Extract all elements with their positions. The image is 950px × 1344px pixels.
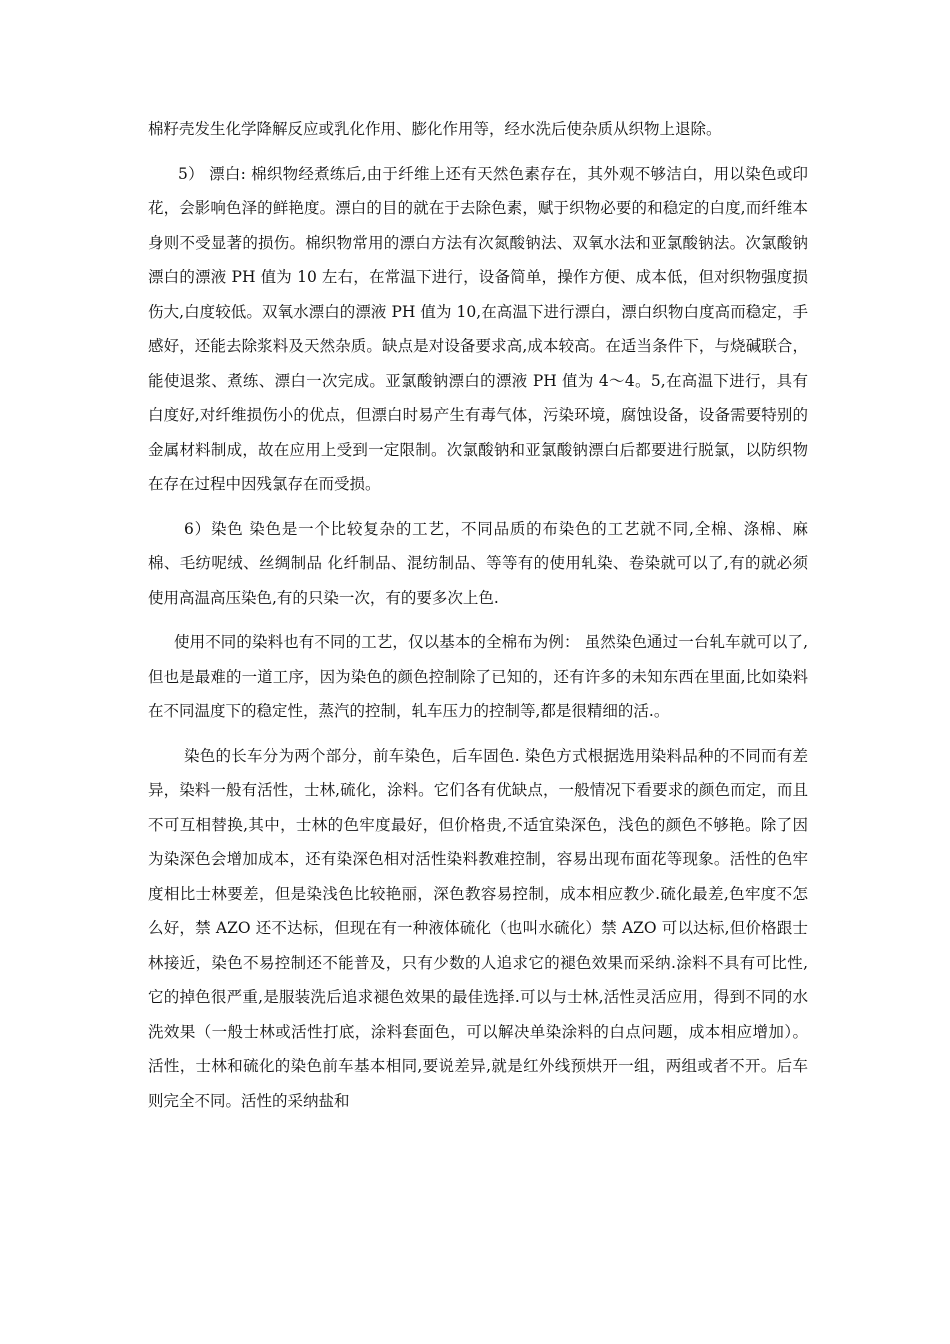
- paragraph-dyeing: 6）染色 染色是一个比较复杂的工艺，不同品质的布染色的工艺就不同,全棉、涤棉、麻棉、毛纺呢绒、丝绸制品 化纤制品、混纺制品、等等有的使用轧染、卷染就可以了,有的就必须使用高温高压染色,有的只染一次，有的要多次上色.: [148, 519, 808, 607]
- paragraph-scouring-end: 棉籽壳发生化学降解反应或乳化作用、膨化作用等，经水洗后使杂质从织物上退除。: [148, 120, 722, 138]
- paragraph-dye-range: 染色的长车分为两个部分，前车染色，后车固色. 染色方式根据选用染料品种的不同而有差异，染料一般有活性，士林,硫化，涂料。它们各有优缺点，一般情况下看要求的颜色而定，而且不可互相替换,其中，士林的色牢度最好，但价格贵,不适宜染深色，浅色的颜色不够艳。除了因为染深色会增加成本，还有染深色相对活性染料教难控制，容易出现布面花等现象。活性的色牢度相比士林要差，但是染浅色比较艳丽，深色教容易控制，成本相应教少.硫化最差,色牢度不怎么好，禁 AZO 还不达标，但现在有一种液体硫化（也叫水硫化）禁 AZO 可以达标,但价格跟士林接近，染色不易控制还不能普及，只有少数的人追求它的褪色效果而采纳.涂料不具有可比性,它的掉色很严重,是服装洗后追求褪色效果的最佳选择.可以与士林,活性灵活应用，得到不同的水洗效果（一般士林或活性打底，涂料套面色，可以解决单染涂料的白点问题，成本相应增加）。 活性，士林和硫化的染色前车基本相同,要说差异,就是红外线预烘开一组，两组或者不开。后车则完全不同。活性的采纳盐和: [148, 746, 808, 1110]
- paragraph-bleaching: 5） 漂白: 棉织物经煮练后,由于纤维上还有天然色素存在，其外观不够洁白，用以染色或印花，会影响色泽的鲜艳度。漂白的目的就在于去除色素，赋于织物必要的和稳定的白度,而纤维本身则不受显著的损伤。棉织物常用的漂白方法有次氮酸钠法、双氧水法和亚氯酸钠法。次氯酸钠漂白的漂液 PH 值为 10 左右，在常温下进行，设备简单，操作方便、成本低，但对织物强度损伤大,白度较低。双氧水漂白的漂液 PH 值为 10,在高温下进行漂白，漂白织物白度高而稳定，手感好，还能去除浆料及天然杂质。缺点是对设备要求高,成本较高。在适当条件下，与烧碱联合，能使退浆、煮练、漂白一次完成。亚氯酸钠漂白的漂液 PH 值为 4～4。5,在高温下进行，具有白度好,对纤维损伤小的优点，但漂白时易产生有毒气体，污染环境，腐蚀设备，设备需要特别的金属材料制成，故在应用上受到一定限制。次氯酸钠和亚氯酸钠漂白后都要进行脱氯，以防织物在存在过程中因残氯存在而受损。: [148, 164, 808, 493]
- paragraph-dye-process: 使用不同的染料也有不同的工艺，仅以基本的全棉布为例： 虽然染色通过一台轧车就可以了,但也是最难的一道工序，因为染色的颜色控制除了已知的，还有许多的未知东西在里面,比如染料在不同温度下的稳定性，蒸汽的控制，轧车压力的控制等,都是很精细的活.。: [148, 633, 808, 720]
- document-body: [148, 112, 808, 1118]
